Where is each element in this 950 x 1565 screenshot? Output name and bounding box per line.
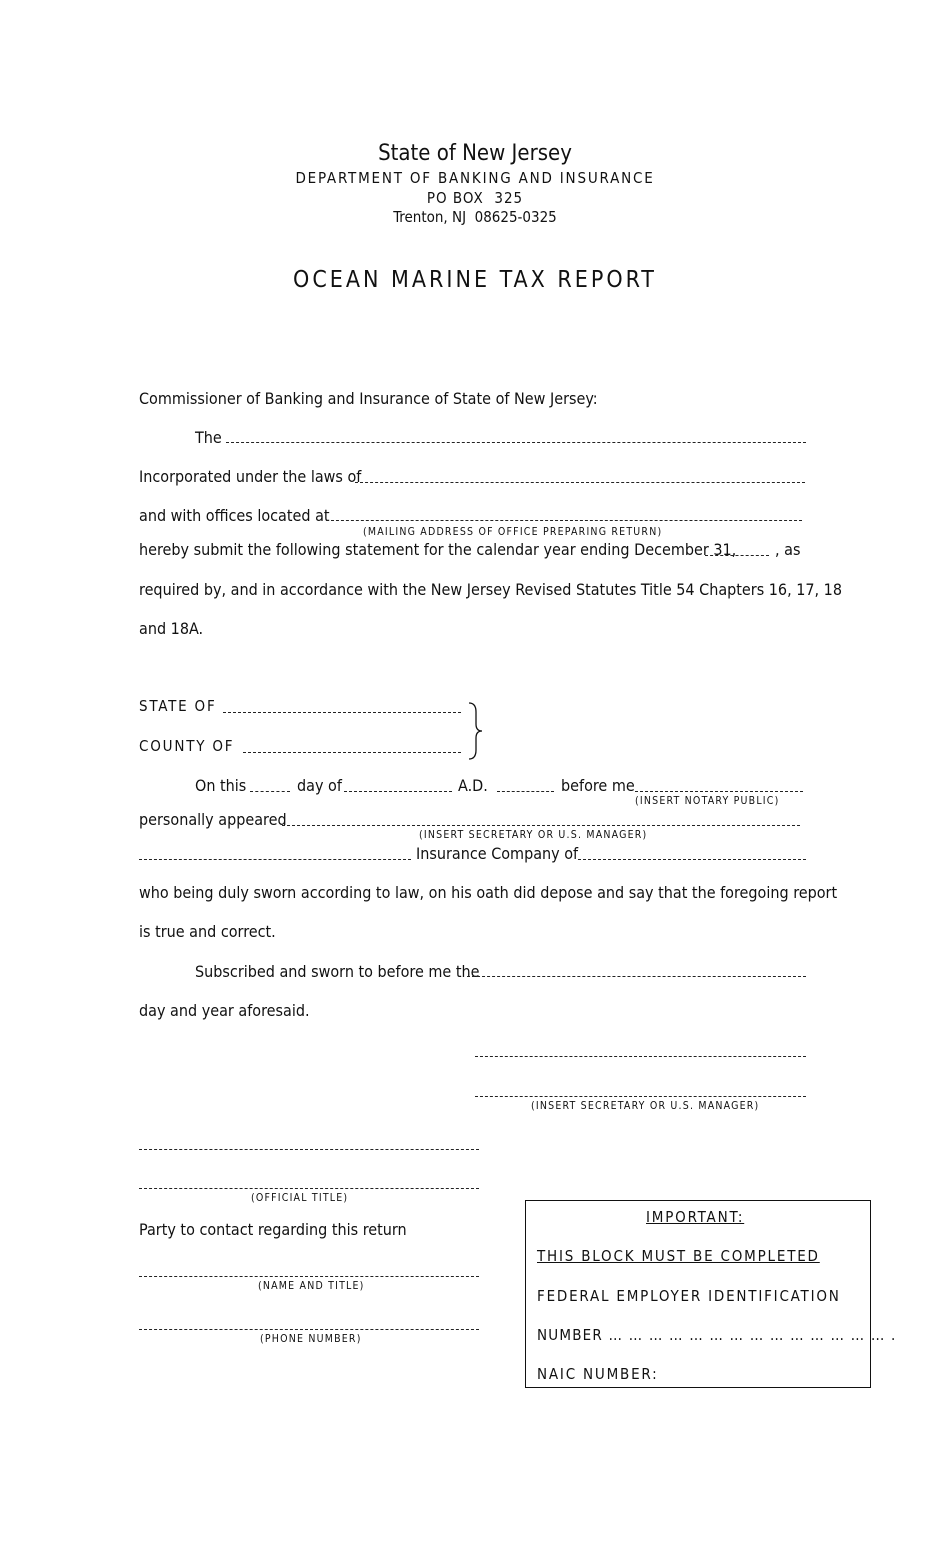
state-of-label: STATE OF <box>139 697 217 715</box>
company-name-label: The <box>195 428 222 447</box>
incorporated-line[interactable] <box>355 482 805 483</box>
insurance-company-line[interactable] <box>578 859 806 860</box>
on-this-label: On this <box>195 776 247 795</box>
personally-appeared-label: personally appeared <box>139 810 287 829</box>
personally-appeared-line[interactable] <box>282 825 800 826</box>
important-heading: IMPORTANT: <box>646 1208 745 1226</box>
county-of-label: COUNTY OF <box>139 737 235 755</box>
state-title: State of New Jersey <box>378 141 572 166</box>
insurance-company-label: Insurance Company of <box>416 844 579 863</box>
subscribed-label: Subscribed and sworn to before me the <box>195 962 480 981</box>
signature-line-1[interactable] <box>475 1056 806 1057</box>
year-line[interactable] <box>705 555 769 556</box>
state-of-line[interactable] <box>223 712 461 713</box>
official-title-caption: (OFFICIAL TITLE) <box>251 1192 349 1204</box>
statement-line-1: hereby submit the following statement for the calendar year ending December 31, <box>139 540 737 559</box>
contact-label: Party to contact regarding this return <box>139 1220 407 1239</box>
fein-number-field[interactable]: NUMBER … … … … … … … … … … … … … … . <box>537 1326 897 1344</box>
sworn-line-1: who being duly sworn according to law, on his oath did depose and say that the foregoing report <box>139 883 838 902</box>
ad-label: A.D. <box>458 776 488 795</box>
secretary-caption-2: (INSERT SECRETARY OR U.S. MANAGER) <box>531 1100 760 1112</box>
day-line[interactable] <box>250 791 290 792</box>
city-zip: Trenton, NJ 08625-0325 <box>393 208 557 226</box>
signature-line-2[interactable] <box>475 1096 806 1097</box>
must-complete-notice: THIS BLOCK MUST BE COMPLETED <box>537 1247 820 1265</box>
name-title-caption: (NAME AND TITLE) <box>258 1280 365 1292</box>
day-of-label: day of <box>297 776 342 795</box>
statement-line-3: and 18A. <box>139 619 204 638</box>
department-name: DEPARTMENT OF BANKING AND INSURANCE <box>295 169 655 187</box>
company-line[interactable] <box>139 859 411 860</box>
name-title-line[interactable] <box>139 1276 479 1277</box>
statement-line-2: required by, and in accordance with the New Jersey Revised Statutes Title 54 Chapters 16, 17, 18 <box>139 580 842 599</box>
subscribed-line[interactable] <box>467 976 806 977</box>
official-title-line[interactable] <box>139 1188 479 1189</box>
phone-caption: (PHONE NUMBER) <box>260 1333 362 1345</box>
day-year-label: day and year aforesaid. <box>139 1001 310 1020</box>
naic-number-field[interactable]: NAIC NUMBER: <box>537 1365 659 1383</box>
brace-icon <box>466 702 486 760</box>
statement-as: , as <box>775 540 801 559</box>
salutation: Commissioner of Banking and Insurance of State of New Jersey: <box>139 389 598 408</box>
fein-label[interactable]: FEDERAL EMPLOYER IDENTIFICATION <box>537 1287 841 1305</box>
form-title: OCEAN MARINE TAX REPORT <box>293 267 657 293</box>
official-line-1[interactable] <box>139 1149 479 1150</box>
county-of-line[interactable] <box>243 752 461 753</box>
before-me-label: before me <box>561 776 635 795</box>
incorporated-label: Incorporated under the laws of <box>139 467 362 486</box>
secretary-caption-1: (INSERT SECRETARY OR U.S. MANAGER) <box>419 829 648 841</box>
month-line[interactable] <box>344 791 452 792</box>
ad-year-line[interactable] <box>497 791 554 792</box>
sworn-line-2: is true and correct. <box>139 922 276 941</box>
po-box: PO BOX 325 <box>426 189 524 207</box>
offices-line[interactable] <box>326 520 802 521</box>
notary-caption: (INSERT NOTARY PUBLIC) <box>635 795 780 807</box>
offices-caption: (MAILING ADDRESS OF OFFICE PREPARING RETURN) <box>363 526 663 538</box>
company-name-line[interactable] <box>226 442 806 443</box>
phone-line[interactable] <box>139 1329 479 1330</box>
offices-label: and with offices located at <box>139 506 330 525</box>
notary-line[interactable] <box>635 791 803 792</box>
